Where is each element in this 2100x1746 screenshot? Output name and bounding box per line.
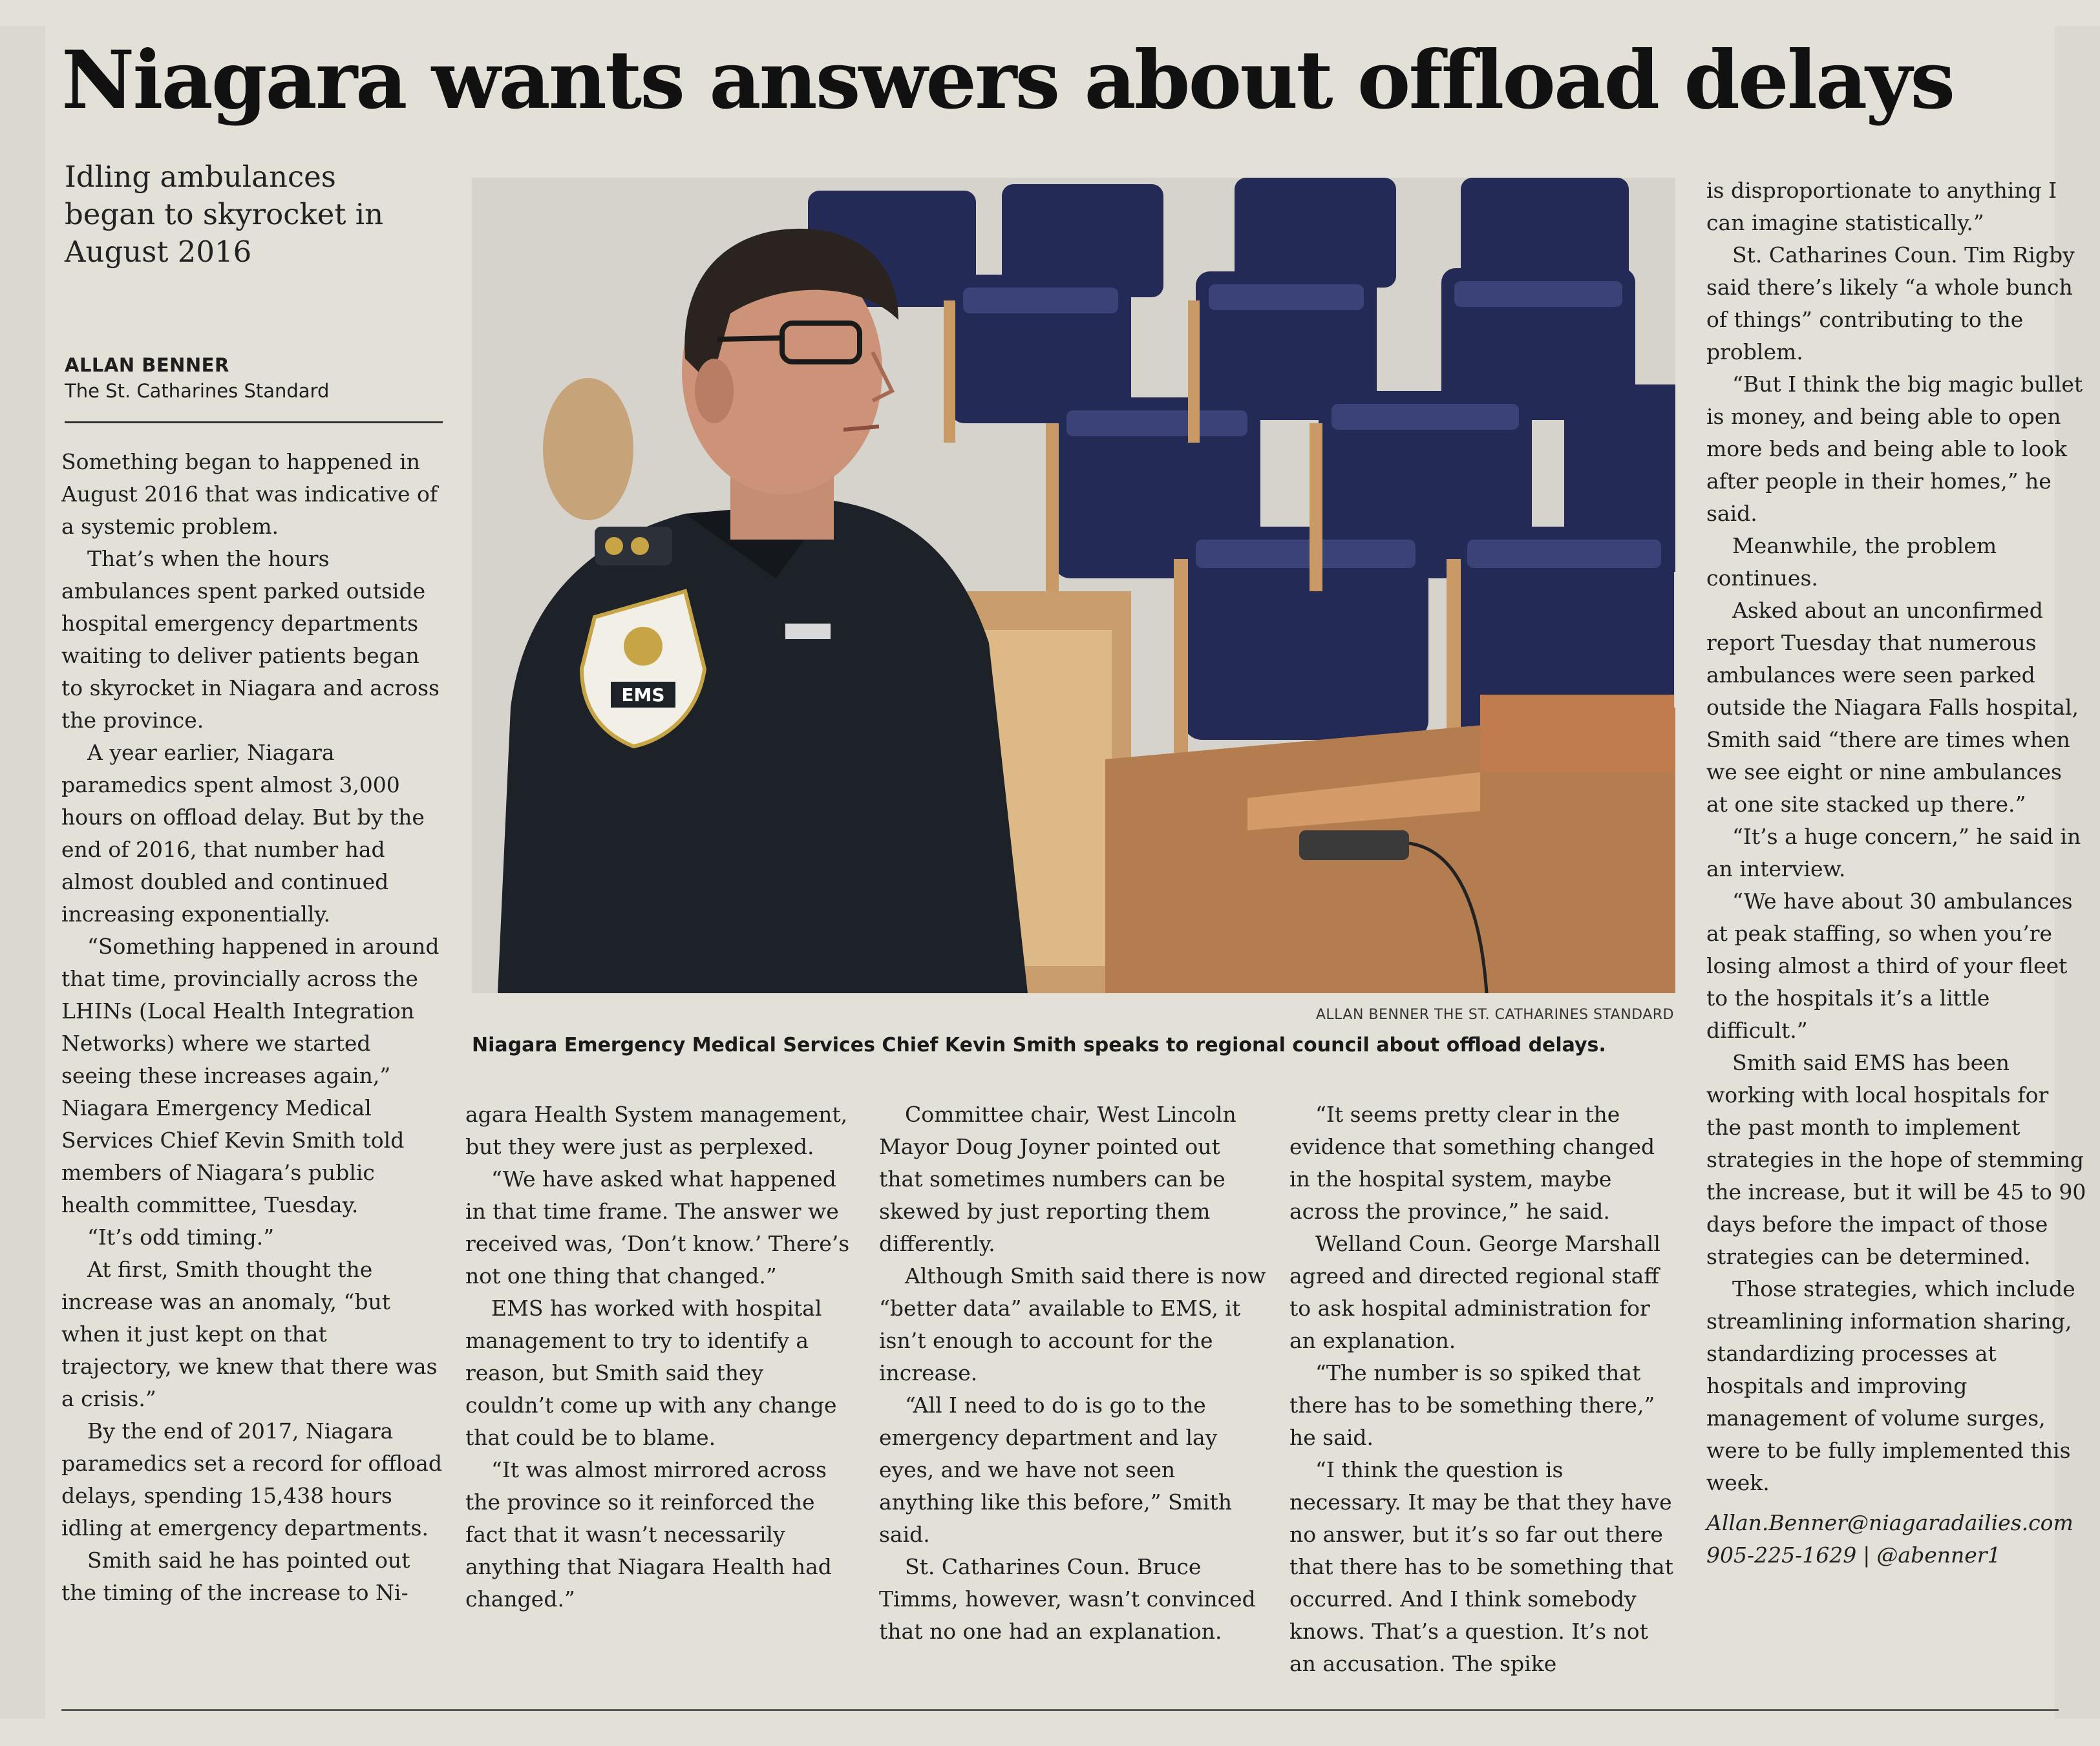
article-paragraph: Asked about an unconfirmed report Tuesday that numerous ambulances were seen parked outside the Niagara Falls hospital, Smith said “there are times when we see eight or nine ambulances at one site stacked up there.” [1706,598,2079,817]
article-paragraph: Smith said he has pointed out the timing of the increase to Ni- [61,1548,410,1605]
author-email[interactable]: Allan.Benner@niagaradailies.com [1706,1510,2073,1535]
author-twitter-handle[interactable]: @abenner1 [1876,1542,2001,1568]
byline-author: ALLAN BENNER [65,354,229,376]
article-column-5 [1706,174,2088,1572]
article-paragraph: EMS has worked with hospital management to try to identify a reason, but Smith said they couldn’t come up with any change that could be to blame. [465,1296,837,1450]
article-paragraph: “We have about 30 ambulances at peak staffing, so when you’re losing almost a third of your fleet to the hospitals it’s a little difficult.” [1706,889,2073,1043]
article-paragraph: Something began to happened in August 2016 that was indicative of a systemic problem. [61,449,438,539]
ems-patch-text: EMS [621,684,665,706]
article-paragraph: St. Catharines Coun. Bruce Timms, however, wasn’t convinced that no one had an explanation. [879,1554,1256,1644]
author-contact-line [1706,1539,2088,1572]
article-paragraph: “The number is so spiked that there has to be something there,” he said. [1289,1360,1655,1450]
article-paragraph: St. Catharines Coun. Tim Rigby said there’s likely “a whole bunch of things” contributing to the problem. [1706,242,2075,364]
photo-illustration [472,178,1675,993]
article-paragraph: “It seems pretty clear in the evidence that something changed in the hospital system, maybe across the province,” he said. [1289,1102,1655,1224]
article-paragraph: By the end of 2017, Niagara paramedics set a record for offload delays, spending 15,438 hours idling at emergency departments. [61,1418,442,1541]
article-photo [472,178,1675,993]
photo-caption: Niagara Emergency Medical Services Chief Kevin Smith speaks to regional council about offload delays. [472,1034,1606,1057]
article-paragraph: is disproportionate to anything I can imagine statistically.” [1706,178,2057,235]
article-column-4 [1289,1099,1681,1680]
article-paragraph: A year earlier, Niagara paramedics spent almost 3,000 hours on offload delay. But by the end of 2016, that number had almost doubled and continued increasing exponentially. [61,740,425,927]
article-paragraph: Welland Coun. George Marshall agreed and directed regional staff to ask hospital administration for an explanation. [1289,1231,1660,1353]
headline: Niagara wants answers about offload delays [61,34,1954,127]
byline-outlet: The St. Catharines Standard [65,380,330,402]
byline [65,352,446,404]
author-phone: 905-225-1629 [1706,1542,1857,1568]
article-paragraph: Those strategies, which include streamlining information sharing, standardizing processes at hospitals and improving management of volume surges, were to be fully implemented this week. [1706,1276,2075,1495]
deck-subheadline: Idling ambulances began to skyrocket in August 2016 [65,160,384,269]
article-paragraph: agara Health System management, but they were just as perplexed. [465,1102,848,1159]
article-paragraph: Committee chair, West Lincoln Mayor Doug Joyner pointed out that sometimes numbers can be skewed by just reporting them differently. [879,1102,1236,1256]
article-paragraph: “All I need to do is go to the emergency department and lay eyes, and we have not seen anything like this before,” Smith said. [879,1393,1232,1547]
page-edge-left [0,26,45,1719]
article-paragraph: “It’s odd timing.” [87,1225,275,1250]
article-column-1 [61,446,443,1609]
article-paragraph: At first, Smith thought the increase was an anomaly, “but when it just kept on that trajectory, we knew that there was a crisis.” [61,1257,438,1411]
article-paragraph: “Something happened in around that time, provincially across the LHINs (Local Health Integration Networks) where we started seeing these increases again,” Niagara Emergency Medical Services Chief Kevin Smith told members of Niagara’s public health committee, Tuesday. [61,934,440,1217]
article-column-2 [465,1099,856,1615]
article-paragraph: Meanwhile, the problem continues. [1706,533,1997,591]
article-column-3 [879,1099,1270,1648]
article-paragraph: “It was almost mirrored across the province so it reinforced the fact that it wasn’t necessarily anything that Niagara Health had changed.” [465,1457,832,1612]
article-paragraph: That’s when the hours ambulances spent parked outside hospital emergency departments waiting to deliver patients began to skyrocket in Niagara and across the province. [61,546,440,733]
article-paragraph: “It’s a huge concern,” he said in an interview. [1706,824,2081,881]
page-bottom-rule [61,1709,2059,1711]
article-paragraph: Smith said EMS has been working with local hospitals for the past month to implement strategies in the hope of stemming the increase, but it will be 45 to 90 days before the impact of those strategies can be determined. [1706,1050,2086,1269]
article-paragraph: “We have asked what happened in that time frame. The answer we received was, ‘Don’t know.’ There’s not one thing that changed.” [465,1166,850,1288]
contact-separator: | [1863,1542,1871,1568]
photo-credit: ALLAN BENNER THE ST. CATHARINES STANDARD [1315,1007,1674,1023]
article-paragraph: “I think the question is necessary. It may be that they have no answer, but it’s so far out there that there has to be something that occurred. And I think somebody knows. That’s a question. It’s not an accusation. The spike [1289,1457,1673,1676]
byline-divider [65,421,443,423]
article-paragraph: Although Smith said there is now “better data” available to EMS, it isn’t enough to account for the increase. [879,1263,1266,1385]
article-paragraph: “But I think the big magic bullet is money, and being able to open more beds and being able to look after people in their homes,” he said. [1706,372,2083,526]
